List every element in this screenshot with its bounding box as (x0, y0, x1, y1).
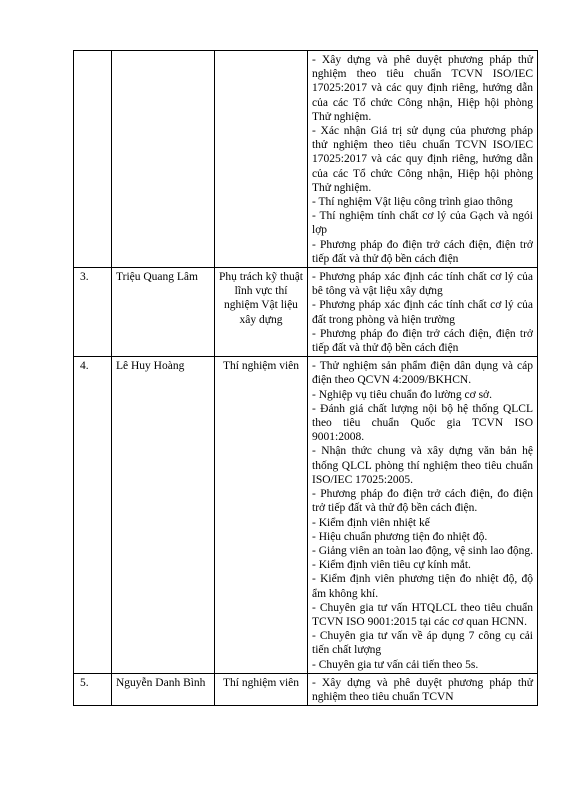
table-row (74, 673, 538, 705)
staff-role: Phụ trách kỹ thuật lĩnh vực thí nghiệm Vật liệu xây dựng (215, 268, 308, 357)
staff-name (112, 51, 215, 268)
duty-item: - Chuyên gia tư vấn HTQLCL theo tiêu chuẩn TCVN ISO 9001:2015 tại các cơ quan HCNN. (312, 601, 533, 628)
row-number: 4. (74, 357, 112, 673)
row-number (74, 51, 112, 268)
duty-item: - Đánh giá chất lượng nội bộ hệ thống QLCL theo tiêu chuẩn Quốc gia TCVN ISO 9001:2008. (312, 402, 533, 444)
staff-table-body (74, 51, 538, 706)
duty-item: - Thử nghiệm sản phẩm điện dân dụng và cáp điện theo QCVN 4:2009/BKHCN. (312, 360, 533, 387)
duty-item: - Chuyên gia tư vấn cải tiến theo 5s. (312, 658, 479, 671)
row-number: 5. (74, 673, 112, 705)
duty-item: - Phương pháp đo điện trở cách điện, điện trở tiếp đất và thử độ bền cách điện (312, 327, 533, 355)
duty-item: - Phương pháp xác định các tính chất cơ lý của đất trong phòng và hiện trường (312, 299, 533, 326)
staff-name: Triệu Quang Lâm (112, 268, 215, 357)
duty-item: - Nghiệp vụ tiêu chuẩn đo lường cơ sở. (312, 388, 493, 401)
duty-item: - Phương pháp đo điện trở cách điện, đo điện trở tiếp đất và thử độ bền cách điện. (312, 488, 533, 515)
table-row (74, 268, 538, 357)
duty-item: - Hiệu chuẩn phương tiện đo nhiệt độ. (312, 530, 488, 543)
duty-item: - Thí nghiệm Vật liệu công trình giao thông (312, 196, 513, 209)
duty-item: - Kiểm định viên nhiệt kế (312, 516, 430, 529)
duty-item: - Chuyên gia tư vấn về áp dụng 7 công cụ cải tiến chất lượng (312, 630, 533, 657)
row-number: 3. (74, 268, 112, 357)
duty-item: - Xây dựng và phê duyệt phương pháp thử nghiệm theo tiêu chuẩn TCVN (312, 676, 533, 703)
duty-item: - Giảng viên an toàn lao động, vệ sinh lao động. (312, 544, 534, 557)
table-row (74, 357, 538, 673)
duties-cell (308, 357, 538, 673)
table-row (74, 51, 538, 268)
staff-role: Thí nghiệm viên (215, 673, 308, 705)
staff-role (215, 51, 308, 268)
duty-item: - Phương pháp đo điện trở cách điện, điện trở tiếp đất và thử độ bền cách điện (312, 238, 533, 265)
staff-name: Lê Huy Hoàng (112, 357, 215, 673)
duty-item: - Kiểm định viên tiêu cự kính mắt. (312, 559, 471, 572)
staff-role: Thí nghiệm viên (215, 357, 308, 673)
staff-table (73, 50, 538, 706)
duty-item: - Phương pháp xác định các tính chất cơ lý của bê tông và vật liệu xây dựng (312, 271, 533, 298)
duties-cell (308, 673, 538, 705)
duty-item: - Nhận thức chung và xây dựng văn bản hệ thống QLCL phòng thí nghiệm theo tiêu chuẩn ISO/IEC 17025:2005. (312, 445, 533, 486)
duties-cell (308, 51, 538, 268)
duties-cell (308, 268, 538, 357)
duty-item: - Thí nghiệm tính chất cơ lý của Gạch và ngói lợp (312, 210, 533, 237)
staff-name: Nguyễn Danh Bình (112, 673, 215, 705)
duty-item: - Kiểm định viên phương tiện đo nhiệt độ, độ ẩm không khí. (312, 573, 533, 600)
duty-item: - Xác nhận Giá trị sử dụng của phương pháp thử nghiệm theo tiêu chuẩn TCVN ISO/IEC 17025:2017 và các quy định riêng, hướng dẫn của các Tổ chức Công nhận, Hiệp hội phòng Thử nghiệm. (312, 125, 533, 194)
duty-item: - Xây dựng và phê duyệt phương pháp thử nghiệm theo tiêu chuẩn TCVN ISO/IEC 17025:2017 và các quy định riêng, hướng dẫn của các Tổ chức Công nhận, Hiệp hội phòng Thử nghiệm. (312, 54, 533, 123)
